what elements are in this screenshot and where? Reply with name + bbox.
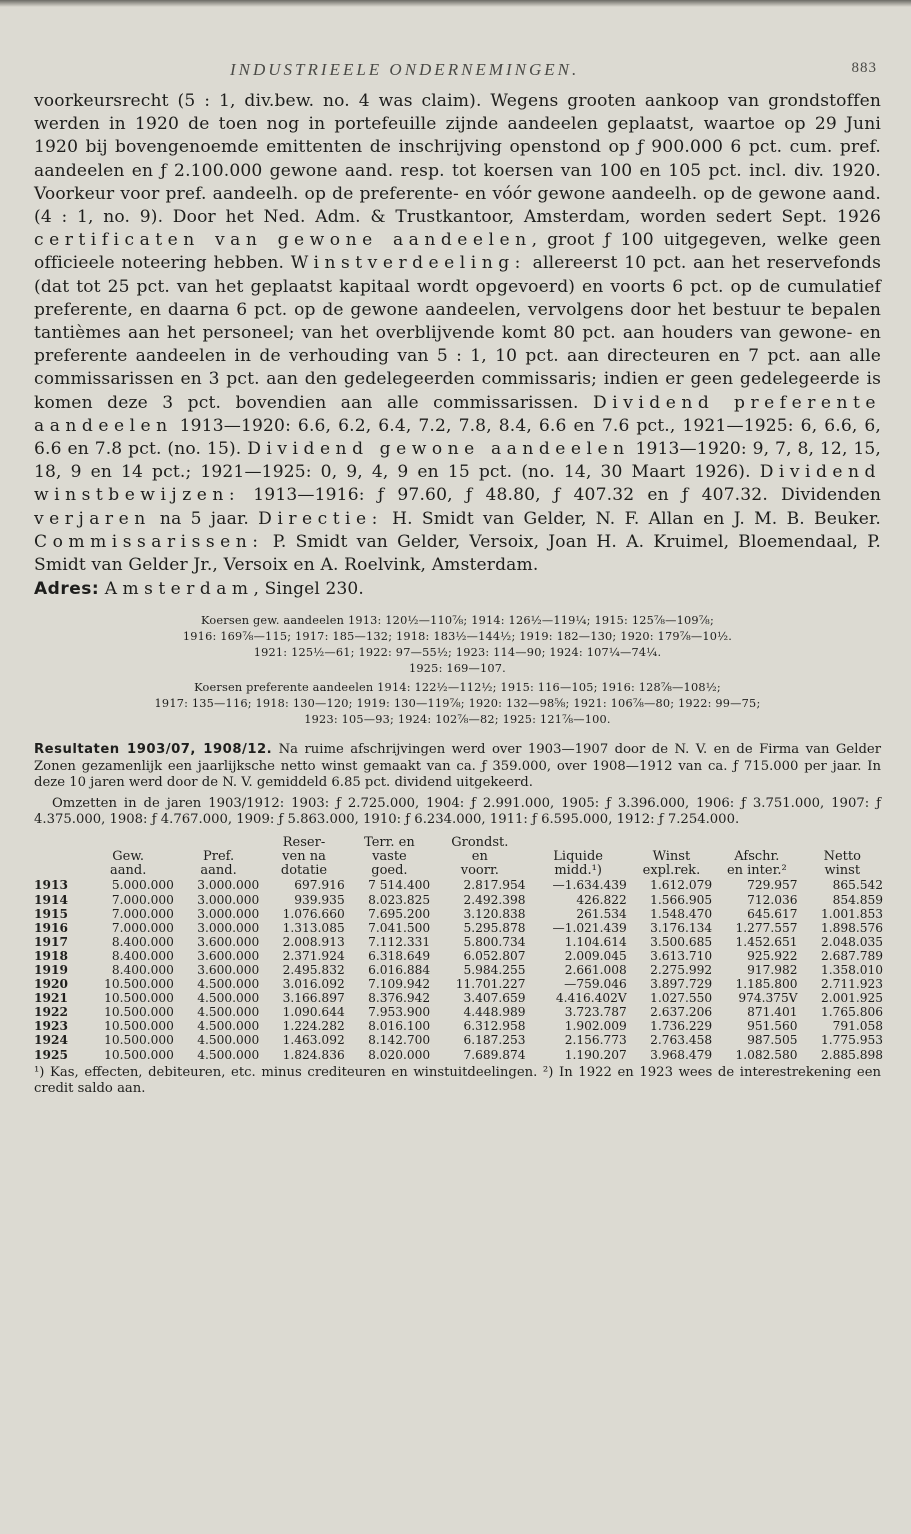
table-cell: 7 514.400 [368, 878, 431, 893]
table-cell: 7.695.200 [368, 906, 431, 921]
text-run: na 5 jaar. [150, 508, 259, 529]
results-paragraph [34, 742, 881, 791]
row-year: 1919 [34, 962, 68, 977]
turnover-paragraph: Omzetten in de jaren 1903/1912: 1903: ƒ 2.725.000, 1904: ƒ 2.991.000, 1905: ƒ 3.396.000, 1906: ƒ 3.751.000, 1907: ƒ 4.375.000, 1908: ƒ 4.767.000, 1909: ƒ 5.863.000, 1910: ƒ 6.234.000, 1911: ƒ 6.595.000, 1912: ƒ 7.254.000. [34, 795, 881, 828]
table-cell: 871.401 [747, 1005, 798, 1020]
table-cell: 2.275.992 [650, 962, 713, 977]
table-cell: 7.109.942 [368, 977, 431, 992]
table-cell: 7.000.000 [111, 892, 174, 907]
table-cell: 6.318.649 [368, 948, 431, 963]
spaced-term-dividend-preferente: Dividend preferente aandeelen [34, 392, 881, 436]
table-cell: 426.822 [576, 892, 627, 907]
table-cell: 10.500.000 [104, 1005, 174, 1020]
table-cell: 2.001.925 [820, 991, 883, 1006]
table-cell: 5.000.000 [111, 878, 174, 893]
table-cell: 1.190.207 [564, 1047, 627, 1062]
table-cell: 4.448.989 [463, 1005, 526, 1020]
table-cell: 10.500.000 [104, 991, 174, 1006]
table-cell: 917.982 [747, 962, 798, 977]
share-prices [34, 613, 881, 727]
table-row [34, 935, 885, 949]
table-cell: 10.500.000 [104, 1047, 174, 1062]
table-cell: 2.817.954 [463, 878, 526, 893]
table-cell: 1.076.660 [282, 906, 345, 921]
text-run: allereerst 10 pct. aan het reservefonds (dat tot 25 pct. van het geplaatst kapitaal wordt opgevoerd) en voorts 6 pct. op de cumulatief preferente, en daarna 6 pct. op de gewone aandeelen, vervolgens door het bestuur te bepalen tantièmes aan het personeel; van het overblijvende komt 80 pct. aan houders van gewone- en preferente aandeelen in de verhouding van 5 : 1, 10 pct. aan directeuren en 7 pct. aan alle commissarissen en 3 pct. aan den gedelegeerden commissaris; indien er geen gedelegeerde is komen deze 3 pct. bovendien aan alle commissarissen. [34, 253, 881, 413]
row-year: 1923 [34, 1019, 68, 1034]
koersen-gewone-line: Koersen gew. aandeelen 1913: 120½—110⅞; 1914: 126½—119¼; 1915: 125⅞—109⅞; [201, 614, 714, 628]
table-cell: 5.295.878 [463, 920, 526, 935]
address-line [34, 578, 881, 601]
table-cell: 987.505 [747, 1033, 798, 1048]
table-cell: 3.166.897 [282, 991, 345, 1006]
table-cell: 974.375V [738, 991, 798, 1006]
table-cell: 7.000.000 [111, 920, 174, 935]
table-cell: 3.500.685 [650, 934, 713, 949]
row-year: 1918 [34, 948, 68, 963]
running-title: INDUSTRIEELE ONDERNEMINGEN. [230, 60, 580, 79]
spaced-term-directie: Directie: [258, 508, 383, 529]
table-cell: 2.711.923 [820, 977, 883, 992]
row-year: 1913 [34, 878, 68, 893]
table-row [34, 893, 885, 907]
table-cell: 3.120.838 [463, 906, 526, 921]
table-cell: 854.859 [832, 892, 883, 907]
table-cell: 951.560 [747, 1019, 798, 1034]
table-body [34, 878, 885, 1061]
table-cell: 1.082.580 [735, 1047, 798, 1062]
table-cell: 729.957 [747, 878, 798, 893]
table-cell: 925.922 [747, 948, 798, 963]
table-cell: 3.968.479 [650, 1047, 713, 1062]
table-row [34, 1019, 885, 1033]
table-cell: 3.723.787 [564, 1005, 627, 1020]
address-label: Adres: [34, 579, 100, 600]
table-cell: 1.224.282 [282, 1019, 345, 1034]
table-cell: 1.001.853 [820, 906, 883, 921]
table-header-row [34, 836, 885, 878]
table-cell: 1.027.550 [650, 991, 713, 1006]
koersen-preferente-line: Koersen preferente aandeelen 1914: 122½—112½; 1915: 116—105; 1916: 128⅞—108½; [194, 681, 721, 695]
table-cell: 2.885.898 [820, 1047, 883, 1062]
table-cell: 6.312.958 [463, 1019, 526, 1034]
table-cell: —759.046 [564, 977, 627, 992]
table-cell: 3.016.092 [282, 977, 345, 992]
row-year: 1922 [34, 1005, 68, 1020]
table-cell: 7.041.500 [368, 920, 431, 935]
table-row [34, 1005, 885, 1019]
column-header: Afschr. en inter.² [726, 849, 787, 879]
table-cell: 1.566.905 [650, 892, 713, 907]
koersen-preferente-line: 1923: 105—93; 1924: 102⅞—82; 1925: 121⅞—100. [304, 712, 611, 726]
table-cell: 1.313.085 [282, 920, 345, 935]
table-cell: 8.142.700 [368, 1033, 431, 1048]
table-cell: 7.689.874 [463, 1047, 526, 1062]
table-cell: 645.617 [747, 906, 798, 921]
table-cell: 5.984.255 [463, 962, 526, 977]
text-run: P. Smidt van Gelder, Versoix, Joan H. A. Kruimel, Bloemendaal, P. Smidt van Gelder Jr., Versoix en A. Roelvink, Amsterdam. [34, 531, 881, 576]
table-cell: 2.371.924 [282, 948, 345, 963]
column-header: Reser- ven na dotatie [280, 835, 328, 879]
table-cell: 3.600.000 [197, 948, 260, 963]
table-row [34, 991, 885, 1005]
koersen-preferente-line: 1917: 135—116; 1918: 130—120; 1919: 130—119⅞; 1920: 132—98⅝; 1921: 106⅞—80; 1922: 99—75; [154, 696, 761, 710]
table-cell: 1.104.614 [564, 934, 627, 949]
table-cell: 2.661.008 [564, 962, 627, 977]
table-row [34, 963, 885, 977]
table-cell: 865.542 [832, 878, 883, 893]
table-cell: 2.008.913 [282, 934, 345, 949]
column-header: Terr. en vaste goed. [364, 835, 415, 879]
table-cell: 2.763.458 [650, 1033, 713, 1048]
table-cell: 3.000.000 [197, 920, 260, 935]
table-cell: 2.009.045 [564, 948, 627, 963]
table-cell: 2.637.206 [650, 1005, 713, 1020]
table-cell: 3.000.000 [197, 906, 260, 921]
table-row [34, 878, 885, 892]
table-cell: 6.052.807 [463, 948, 526, 963]
table-cell: 712.036 [747, 892, 798, 907]
table-cell: 1.824.836 [282, 1047, 345, 1062]
table-cell: 1.452.651 [735, 934, 798, 949]
table-cell: 1.463.092 [282, 1033, 345, 1048]
text-run: 1913—1920: 9, 7, 8, 12, 15, 18, 9 en 14 pct.; 1921—1925: 0, 9, 4, 9 en 15 pct. (no. 14, 30 Maart 1926). [34, 439, 882, 483]
column-header: Winst expl.rek. [642, 849, 701, 879]
table-cell: —1.021.439 [552, 920, 627, 935]
company-description [34, 90, 881, 601]
table-cell: 1.736.229 [650, 1019, 713, 1034]
page-number: 883 [851, 60, 877, 76]
table-cell: —1.634.439 [552, 878, 627, 893]
table-cell: 791.058 [832, 1019, 883, 1034]
spaced-term-winstverdeeling: Winstverdeeling: [290, 253, 526, 274]
spaced-term-commissarissen: Commissarissen: [34, 531, 264, 552]
table-cell: 1.612.079 [650, 878, 713, 893]
spaced-term-verjaren: verjaren [34, 508, 151, 529]
table-cell: 1.898.576 [820, 920, 883, 935]
table-cell: 3.000.000 [197, 892, 260, 907]
table-cell: 8.400.000 [111, 934, 174, 949]
table-cell: 2.495.832 [282, 962, 345, 977]
table-cell: 8.023.825 [368, 892, 431, 907]
table-cell: 4.500.000 [197, 977, 260, 992]
footnote-text: ¹) Kas, effecten, debiteuren, etc. minus crediteuren en winstuitdeelingen. ²) In 1922 en 1923 wees de interestrekening een credit saldo aan. [34, 1064, 881, 1097]
table-cell: 4.500.000 [197, 1047, 260, 1062]
table-cell: 1.090.644 [282, 1005, 345, 1020]
row-year: 1920 [34, 977, 68, 992]
koersen-gewone-line: 1916: 169⅞—115; 1917: 185—132; 1918: 183½—144½; 1919: 182—130; 1920: 179⅞—10½. [182, 630, 733, 644]
table-cell: 1.775.953 [820, 1033, 883, 1048]
table-cell: 261.534 [576, 906, 627, 921]
row-year: 1916 [34, 920, 68, 935]
table-cell: 1.185.800 [735, 977, 798, 992]
text-run: H. Smidt van Gelder, N. F. Allan en J. M. B. Beuker. [382, 508, 881, 529]
results-label: Resultaten 1903/07, 1908/12. [34, 742, 273, 758]
table-cell: 2.492.398 [463, 892, 526, 907]
table-cell: 3.613.710 [650, 948, 713, 963]
table-cell: 3.600.000 [197, 962, 260, 977]
table-cell: 11.701.227 [455, 977, 526, 992]
table-cell: 697.916 [294, 878, 345, 893]
text-run: 1913—1920: 6.6, 6.2, 6.4, 7.2, 7.8, 8.4, 6.6 en 7.6 pct., 1921—1925: 6, 6.6, 6, 6.6 en 7.8 pct. (no. 15). [34, 415, 881, 460]
table-cell: 3.897.729 [650, 977, 713, 992]
table-row [34, 907, 885, 921]
column-header: Liquide midd.¹) [553, 849, 603, 879]
spaced-term-dividend-gewone: Dividend gewone aandeelen [247, 439, 630, 460]
financial-table [34, 836, 885, 1061]
table-cell: 3.407.659 [463, 991, 526, 1006]
footnotes [34, 1065, 881, 1098]
table-cell: 2.687.789 [820, 948, 883, 963]
text-run: 1913—1916: ƒ 97.60, ƒ 48.80, ƒ 407.32 en ƒ 407.32. Dividenden [240, 485, 881, 506]
table-cell: 2.156.773 [564, 1033, 627, 1048]
spaced-term-certificaten: certificaten van gewone aandeelen [34, 230, 532, 251]
address-street: , Singel 230. [253, 579, 364, 600]
page-header [34, 50, 881, 90]
row-year: 1921 [34, 991, 68, 1006]
table-cell: 10.500.000 [104, 1033, 174, 1048]
table-row [34, 949, 885, 963]
row-year: 1914 [34, 892, 68, 907]
row-year: 1925 [34, 1047, 68, 1062]
main-paragraph [34, 90, 881, 577]
table-cell: 8.020.000 [368, 1047, 431, 1062]
row-year: 1924 [34, 1033, 68, 1048]
table-cell: 8.376.942 [368, 991, 431, 1006]
table-cell: 1.358.010 [820, 962, 883, 977]
column-header [34, 836, 80, 878]
table-cell: 8.400.000 [111, 962, 174, 977]
table-cell: 4.500.000 [197, 991, 260, 1006]
table-cell: 10.500.000 [104, 977, 174, 992]
column-header: Grondst. en voorr. [451, 835, 509, 879]
table-cell: 4.500.000 [197, 1033, 260, 1048]
table-cell: 4.500.000 [197, 1005, 260, 1020]
table-cell: 7.000.000 [111, 906, 174, 921]
table-cell: 8.400.000 [111, 948, 174, 963]
table-cell: 6.187.253 [463, 1033, 526, 1048]
table-cell: 8.016.100 [368, 1019, 431, 1034]
table-row [34, 977, 885, 991]
table-cell: 6.016.884 [368, 962, 431, 977]
column-header: Pref. aand. [200, 849, 237, 879]
table-cell: 4.500.000 [197, 1019, 260, 1034]
table-cell: 5.800.734 [463, 934, 526, 949]
table-row [34, 921, 885, 935]
table-cell: 10.500.000 [104, 1019, 174, 1034]
results-section [34, 742, 881, 828]
table-cell: 1.277.557 [735, 920, 798, 935]
table-row [34, 1033, 885, 1047]
koersen-gewone-line: 1925: 169—107. [409, 661, 506, 675]
column-header: Netto winst [823, 849, 861, 879]
table-cell: 4.416.402V [555, 991, 627, 1006]
table-cell: 3.176.134 [650, 920, 713, 935]
table-cell: 1.548.470 [650, 906, 713, 921]
table-cell: 7.953.900 [368, 1005, 431, 1020]
spaced-term-dividend-winstbewijzen: Dividend winstbewijzen: [34, 462, 881, 506]
row-year: 1917 [34, 934, 68, 949]
results-text: Na ruime afschrijvingen werd over 1903—1907 door de N. V. en de Firma van Gelder Zonen gezamenlijk een jaarlijksche netto winst gemaakt van ca. ƒ 359.000, over 1908—1912 van ca. ƒ 715.000 per jaar. In deze 10 jaren werd door de N. V. gemiddeld 6.85 pct. dividend uitgekeerd. [34, 742, 881, 791]
table-cell: 1.765.806 [820, 1005, 883, 1020]
table-cell: 2.048.035 [820, 934, 883, 949]
table-cell: 7.112.331 [368, 934, 431, 949]
table-cell: 3.600.000 [197, 934, 260, 949]
address-city: Amsterdam [104, 579, 254, 600]
table-cell: 939.935 [294, 892, 345, 907]
text-run: , groot ƒ 100 uitgegeven, welke geen officieele noteering hebben. [34, 230, 881, 274]
text-run: voorkeursrecht (5 : 1, div.bew. no. 4 was claim). Wegens grooten aankoop van grondstoffen werden in 1920 de toen nog in portefeuille zijnde aandeelen geplaatst, waartoe op 29 Juni 1920 bij bovengenoemde emittenten de inschrijving openstond op ƒ 900.000 6 pct. cum. pref. aandeelen en ƒ 2.100.000 gewone aand. resp. tot koersen van 100 en 105 pct. incl. div. 1920. Voorkeur voor pref. aandeelh. op de preferente- en vóór gewone aandeelh. op de gewone aand. (4 : 1, no. 9). Door het Ned. Adm. & Trustkantoor, Amsterdam, worden sedert Sept. 1926 [34, 91, 881, 228]
table-cell: 1.902.009 [564, 1019, 627, 1034]
koersen-gewone-line: 1921: 125½—61; 1922: 97—55½; 1923: 114—90; 1924: 107¼—74¼. [253, 645, 662, 659]
row-year: 1915 [34, 906, 68, 921]
table-cell: 3.000.000 [197, 878, 260, 893]
column-header: Gew. aand. [110, 849, 147, 879]
table-row [34, 1048, 885, 1062]
